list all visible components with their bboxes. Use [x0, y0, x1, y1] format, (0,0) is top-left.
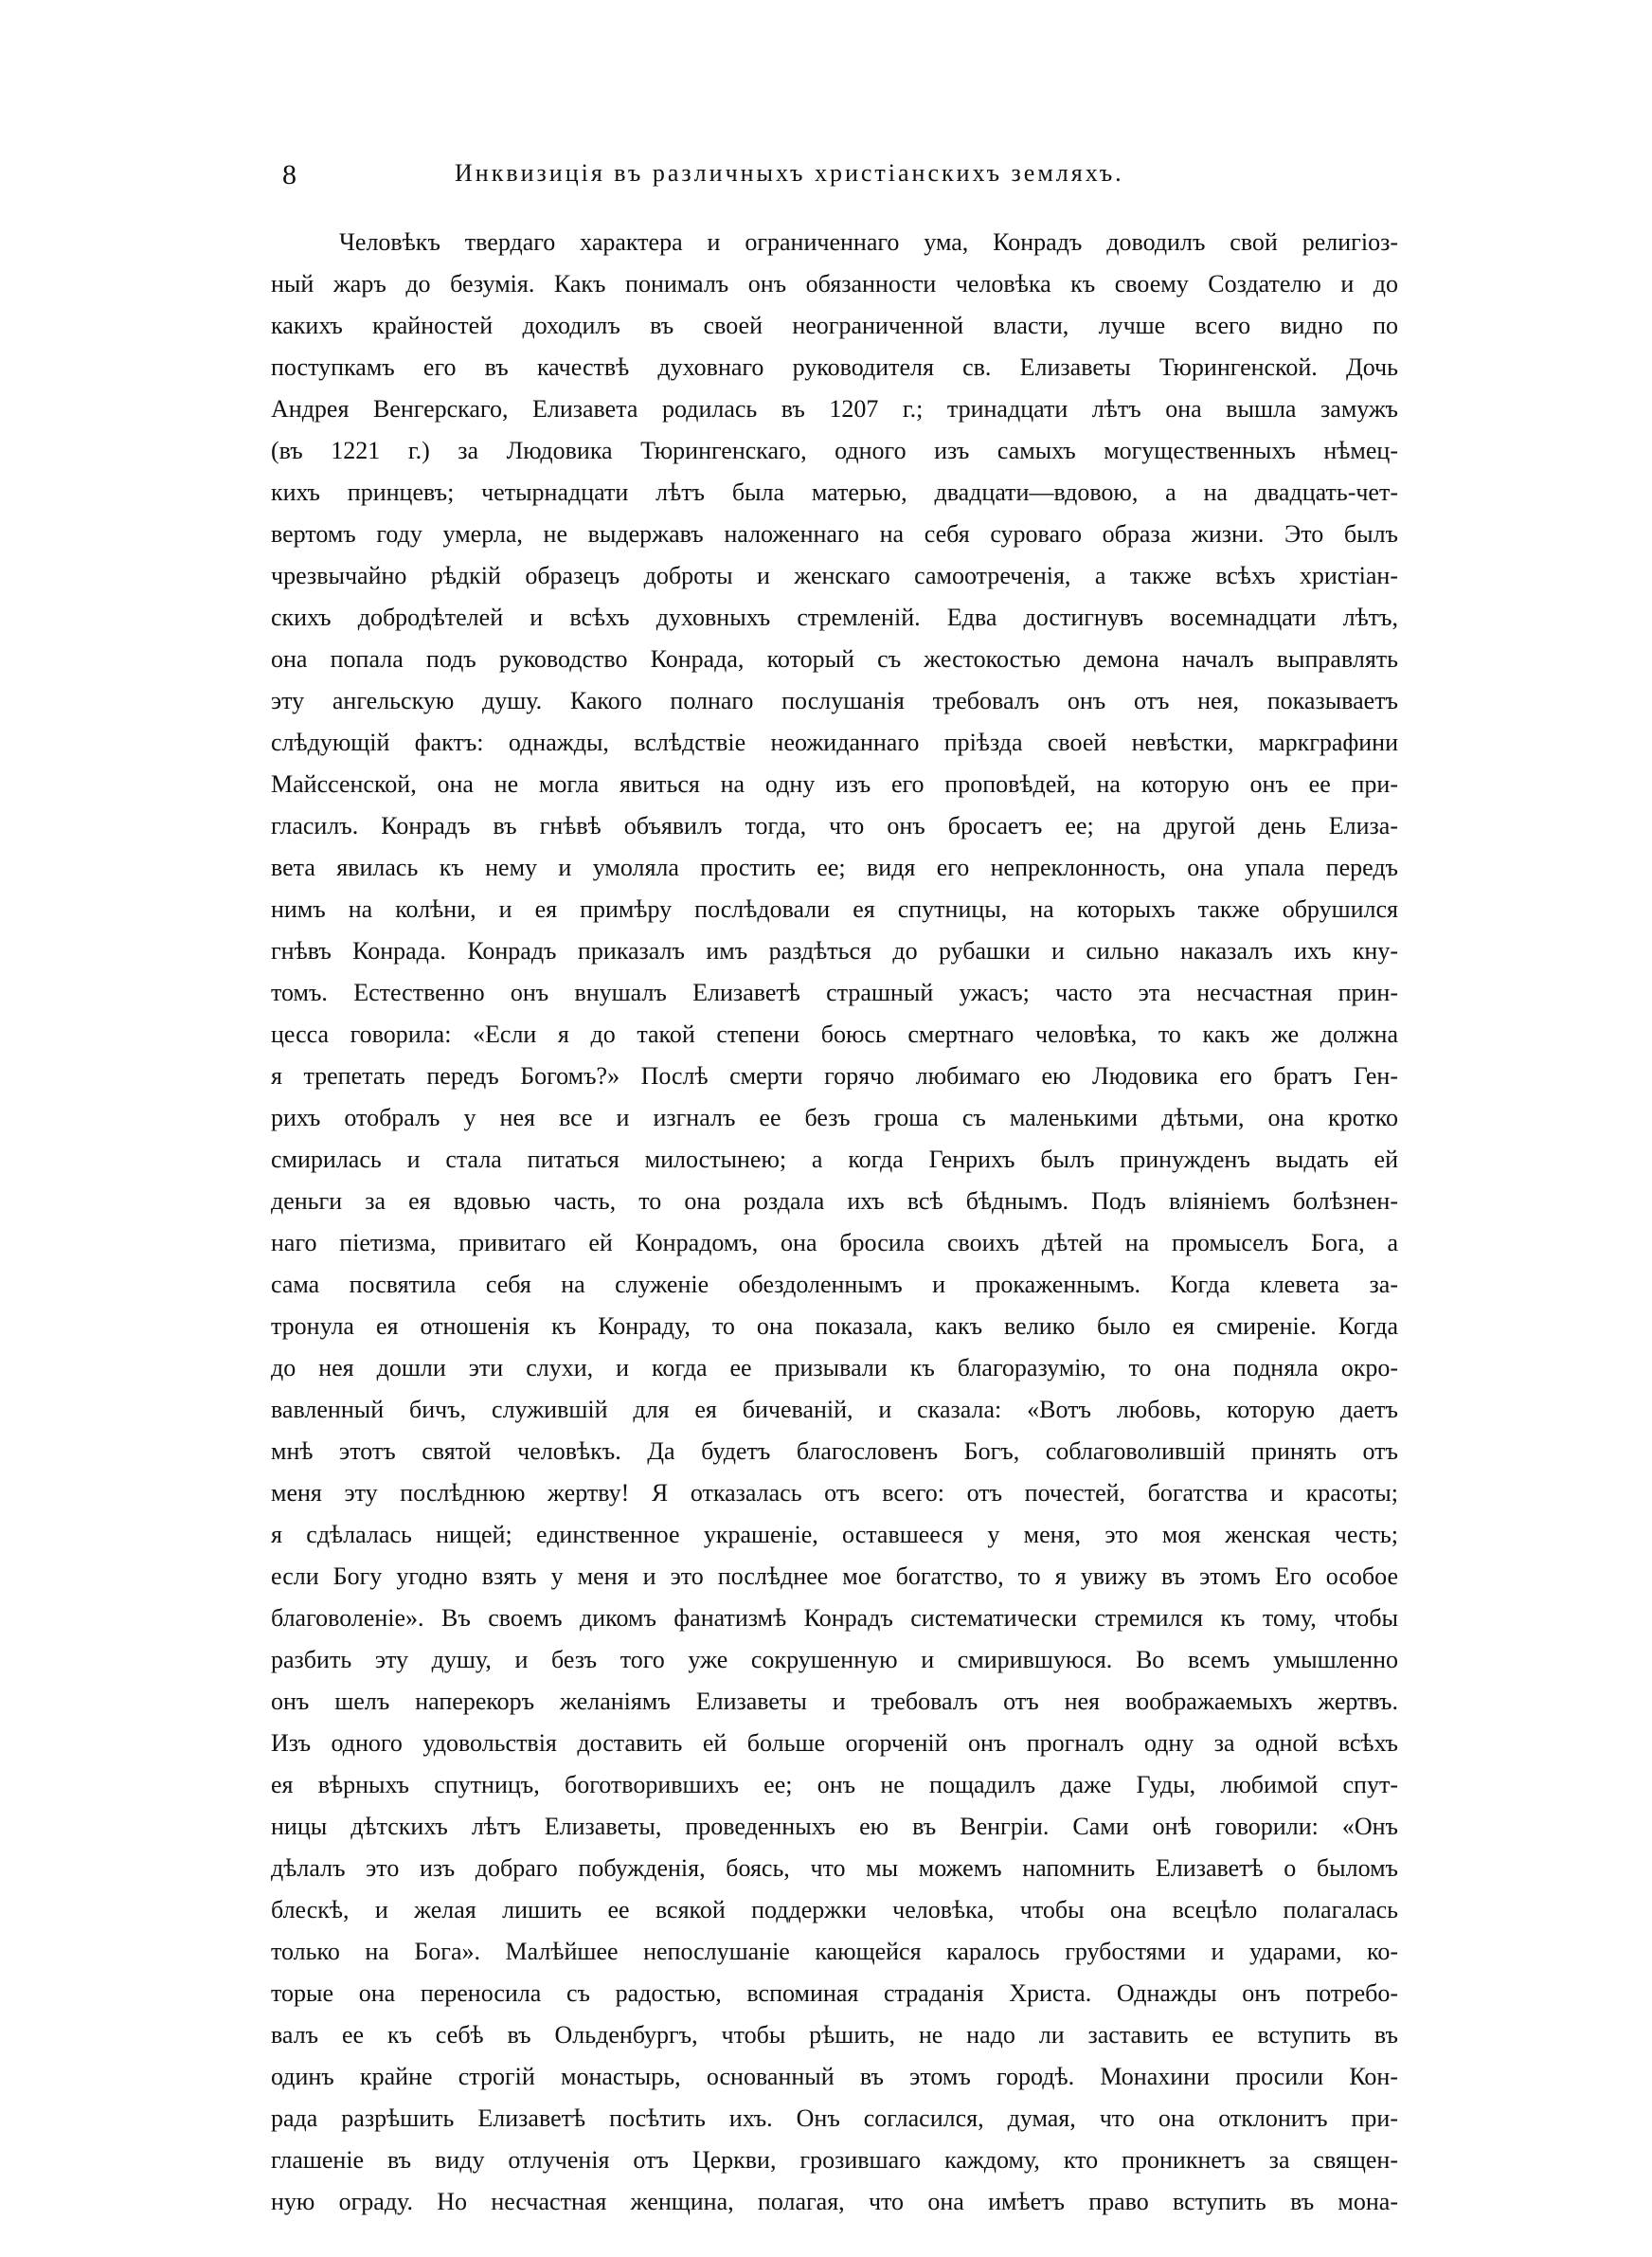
text-line: ницы дѣтскихъ лѣтъ Елизаветы, проведенныхъ ею въ Венгріи. Сами онѣ говорили: «Онъ	[271, 1813, 1398, 1840]
text-line: только на Бога». Малѣйшее непослушаніе кающейся каралось грубостями и ударами, ко-	[271, 1938, 1398, 1965]
text-line: глашеніе въ виду отлученія отъ Церкви, грозившаго каждому, кто проникнетъ за священ-	[271, 2146, 1398, 2174]
text-line: одинъ крайне строгій монастырь, основанный въ этомъ городѣ. Монахини просили Кон-	[271, 2063, 1398, 2090]
text-line: какихъ крайностей доходилъ въ своей неограниченной власти, лучше всего видно по	[271, 312, 1398, 339]
text-line: наго піетизма, привитаго ей Конрадомъ, она бросила своихъ дѣтей на промыселъ Бога, а	[271, 1229, 1398, 1256]
text-line: вета явилась къ нему и умоляла простить ее; видя его непреклонность, она упала передъ	[271, 854, 1398, 881]
text-line: рихъ отобралъ у нея все и изгналъ ее безъ гроша съ маленькими дѣтьми, она кротко	[271, 1104, 1398, 1131]
text-line: я трепетать передъ Богомъ?» Послѣ смерти горячо любимаго ею Людовика его братъ Ген-	[271, 1062, 1398, 1090]
text-line: чрезвычайно рѣдкій образецъ доброты и женскаго самоотреченія, а также всѣхъ христіан-	[271, 562, 1398, 589]
text-line: торые она переносила съ радостью, вспоминая страданія Христа. Однажды онъ потребо-	[271, 1979, 1398, 2007]
text-line: благоволеніе». Въ своемъ дикомъ фанатизмѣ Конрадъ систематически стремился къ тому, чтобы	[271, 1604, 1398, 1632]
text-line: вавленный бичъ, служившій для ея бичеваній, и сказала: «Вотъ любовь, которую даетъ	[271, 1396, 1398, 1423]
text-line: томъ. Естественно онъ внушалъ Елизаветѣ страшный ужасъ; часто эта несчастная прин-	[271, 979, 1398, 1006]
text-line: блескѣ, и желая лишить ее всякой поддержки человѣка, чтобы она всецѣло полагалась	[271, 1896, 1398, 1923]
text-line: Андрея Венгерскаго, Елизавета родилась въ 1207 г.; тринадцати лѣтъ она вышла замужъ	[271, 395, 1398, 423]
text-line: цесса говорила: «Если я до такой степени боюсь смертнаго человѣка, то какъ же должна	[271, 1020, 1398, 1048]
text-line: ный жаръ до безумія. Какъ понималъ онъ обязанности человѣка къ своему Создателю и до	[271, 270, 1398, 298]
text-line: мнѣ этотъ святой человѣкъ. Да будетъ благословенъ Богъ, соблаговолившій принять отъ	[271, 1437, 1398, 1465]
text-line: Человѣкъ твердаго характера и ограниченнаго ума, Конрадъ доводилъ свой религіоз-	[339, 228, 1398, 256]
text-line: онъ шелъ наперекоръ желаніямъ Елизаветы и требовалъ отъ нея воображаемыхъ жертвъ.	[271, 1688, 1398, 1715]
page-number: 8	[282, 159, 297, 190]
text-line: ея вѣрныхъ спутницъ, боготворившихъ ее; онъ не пощадилъ даже Гуды, любимой спут-	[271, 1771, 1398, 1798]
text-line: нимъ на колѣни, и ея примѣру послѣдовали ея спутницы, на которыхъ также обрушился	[271, 895, 1398, 923]
text-line: тронула ея отношенія къ Конраду, то она показала, какъ велико было ея смиреніе. Когда	[271, 1312, 1398, 1340]
text-line: деньги за ея вдовью часть, то она роздала ихъ всѣ бѣднымъ. Подъ вліяніемъ болѣзнен-	[271, 1187, 1398, 1215]
text-line: Майссенской, она не могла явиться на одну изъ его проповѣдей, на которую онъ ее при-	[271, 770, 1398, 798]
text-line: гласилъ. Конрадъ въ гнѣвѣ объявилъ тогда, что онъ бросаетъ ее; на другой день Елиза-	[271, 812, 1398, 840]
text-line: слѣдующій фактъ: однажды, вслѣдствіе неожиданнаго пріѣзда своей невѣстки, маркграфини	[271, 729, 1398, 756]
text-line: (въ 1221 г.) за Людовика Тюрингенскаго, одного изъ самыхъ могущественныхъ нѣмец-	[271, 437, 1398, 464]
text-line: вертомъ году умерла, не выдержавъ наложеннаго на себя суроваго образа жизни. Это былъ	[271, 520, 1398, 548]
text-line: ную ограду. Но несчастная женщина, полагая, что она имѣетъ право вступить въ мона-	[271, 2188, 1398, 2215]
text-line: до нея дошли эти слухи, и когда ее призывали къ благоразумію, то она подняла окро-	[271, 1354, 1398, 1381]
body-text	[271, 222, 1398, 2223]
text-line: разбить эту душу, и безъ того уже сокрушенную и смирившуюся. Во всемъ умышленно	[271, 1646, 1398, 1673]
text-line: рада разрѣшить Елизаветѣ посѣтить ихъ. Онъ согласился, думая, что она отклонитъ при-	[271, 2104, 1398, 2132]
text-line: дѣлалъ это изъ добраго побужденія, боясь, что мы можемъ напомнить Елизаветѣ о быломъ	[271, 1854, 1398, 1882]
text-line: поступкамъ его въ качествѣ духовнаго руководителя св. Елизаветы Тюрингенской. Дочь	[271, 353, 1398, 381]
text-line: она попала подъ руководство Конрада, который съ жестокостью демона началъ выправлять	[271, 645, 1398, 673]
text-line: Изъ одного удовольствія доставить ей больше огорченій онъ прогналъ одну за одной всѣхъ	[271, 1729, 1398, 1757]
text-line: смирилась и стала питаться милостынею; а когда Генрихъ былъ принужденъ выдать ей	[271, 1146, 1398, 1173]
text-line: меня эту послѣднюю жертву! Я отказалась отъ всего: отъ почестей, богатства и красоты;	[271, 1479, 1398, 1507]
text-line: сама посвятила себя на служеніе обездоленнымъ и прокаженнымъ. Когда клевета за-	[271, 1271, 1398, 1298]
text-line: эту ангельскую душу. Какого полнаго послушанія требовалъ онъ отъ нея, показываетъ	[271, 687, 1398, 714]
text-line: валъ ее къ себѣ въ Ольденбургъ, чтобы рѣшить, не надо ли заставить ее вступить въ	[271, 2021, 1398, 2049]
text-line: гнѣвъ Конрада. Конрадъ приказалъ имъ раздѣться до рубашки и сильно наказалъ ихъ кну-	[271, 937, 1398, 965]
text-line: кихъ принцевъ; четырнадцати лѣтъ была матерью, двадцати—вдовою, а на двадцать-чет-	[271, 478, 1398, 506]
text-line: скихъ добродѣтелей и всѣхъ духовныхъ стремленій. Едва достигнувъ восемнадцати лѣтъ,	[271, 604, 1398, 631]
text-line: я сдѣлалась нищей; единственное украшеніе, оставшееся у меня, это моя женская честь;	[271, 1521, 1398, 1548]
text-line: если Богу угодно взять у меня и это послѣднее мое богатство, то я увижу въ этомъ Его особое	[271, 1562, 1398, 1590]
running-head: Инквизиція въ различныхъ христіанскихъ земляхъ.	[455, 159, 1124, 187]
